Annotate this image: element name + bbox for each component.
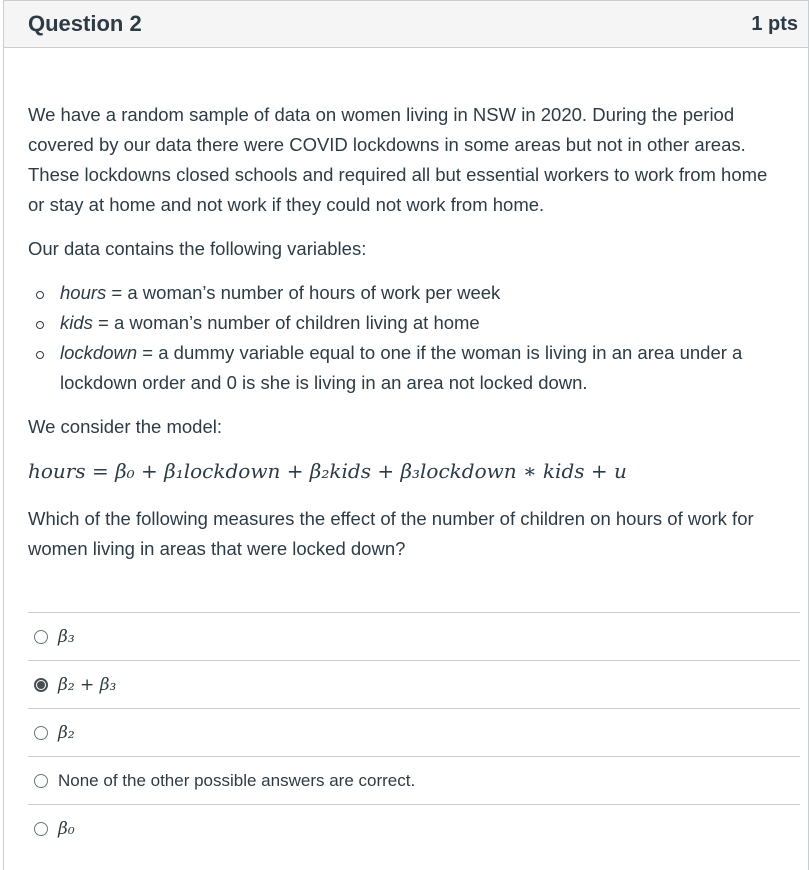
answer-label[interactable]: β₃ (58, 626, 75, 647)
variables-intro: Our data contains the following variables: (28, 238, 367, 259)
radio-button[interactable] (34, 822, 48, 836)
intro-paragraph: We have a random sample of data on women living in NSW in 2020. During the period covered by our data there were COVID lockdowns in some areas but not in other areas. These lockdowns closed schools and required all but essential workers to work from home or stay at home and not work if they could not work from home. (28, 104, 768, 215)
question-points: 1 pts (751, 12, 798, 35)
radio-button[interactable] (34, 774, 48, 788)
radio-button[interactable] (34, 726, 48, 740)
answer-option[interactable] (28, 708, 800, 756)
answer-label[interactable]: β₀ (58, 818, 75, 839)
question-prompt: Which of the following measures the effect of the number of children on hours of work for women living in areas that were locked down? (28, 508, 754, 559)
answer-option[interactable] (28, 612, 800, 660)
variable-description: = a dummy variable equal to one if the woman is living in an area under a lockdown order and 0 is she is living in an area not locked down. (60, 342, 743, 393)
model-intro: We consider the model: (28, 416, 223, 437)
radio-button-selected[interactable] (34, 678, 48, 692)
variable-name: lockdown (60, 342, 138, 363)
answer-option[interactable] (28, 660, 800, 708)
question-title: Question 2 (28, 11, 142, 36)
model-equation: hours = β₀ + β₁lockdown + β₂kids + β₃lockdown ∗ kids + u (28, 459, 627, 483)
answer-option[interactable] (28, 804, 800, 852)
answer-list (28, 612, 800, 852)
answer-label[interactable]: β₂ (58, 722, 75, 743)
question-header (4, 0, 808, 48)
list-item (60, 338, 788, 398)
answer-option[interactable] (28, 756, 800, 804)
variable-description: = a woman’s number of children living at home (92, 312, 480, 333)
variable-list (28, 278, 788, 398)
variable-name: hours (60, 282, 107, 303)
variable-description: = a woman’s number of hours of work per week (106, 282, 501, 303)
question-card (3, 0, 809, 870)
answer-label[interactable]: β₂ + β₃ (58, 674, 117, 695)
radio-button[interactable] (34, 630, 48, 644)
question-body (4, 48, 808, 564)
list-item (60, 308, 788, 338)
answer-label[interactable]: None of the other possible answers are correct. (58, 770, 416, 790)
variable-name: kids (60, 312, 93, 333)
list-item (60, 278, 788, 308)
